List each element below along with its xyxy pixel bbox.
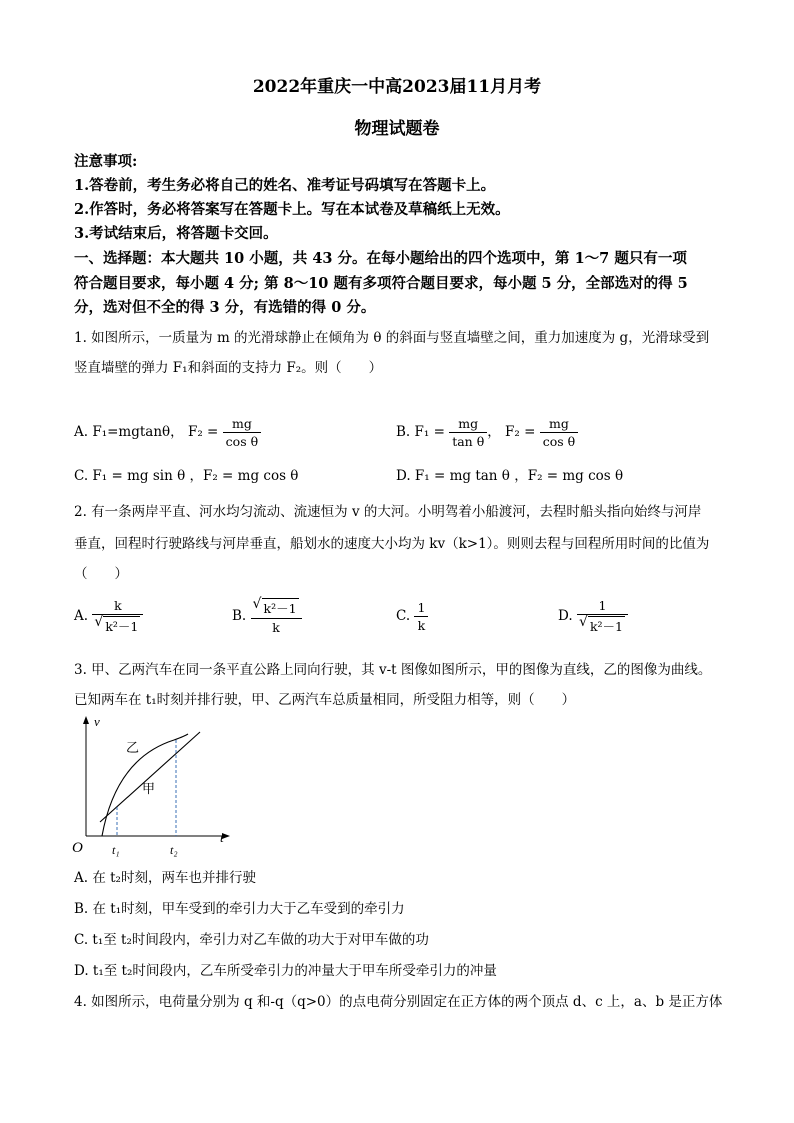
sqrt: √ k²－1: [262, 598, 299, 617]
option-label: B.: [396, 424, 411, 440]
numerator: 1: [577, 598, 628, 615]
question-2-stem: （ ）: [74, 566, 128, 582]
t2-label: t₂: [170, 843, 178, 857]
denominator: cos θ: [542, 434, 576, 449]
question-2-option-b: [232, 598, 302, 635]
jia-label: 甲: [142, 782, 156, 797]
question-3-option-c: C. t₁至 t₂时间段内，牵引力对乙车做的功大于对甲车做的功: [74, 932, 429, 948]
v-axis-arrow: [83, 716, 89, 724]
question-3-option-b: B. 在 t₁时刻，甲车受到的牵引力大于乙车受到的牵引力: [74, 901, 405, 917]
formula-text: F₁ =: [414, 424, 445, 440]
separator: ，: [487, 424, 501, 440]
formula-text: F₁=mgtanθ，: [92, 424, 184, 440]
denominator: tan θ: [452, 434, 485, 449]
numerator: mg: [540, 416, 578, 433]
formula-text: F₂ =: [187, 424, 219, 440]
fraction: [577, 598, 628, 635]
numerator: mg: [449, 416, 487, 433]
fraction: [414, 600, 428, 633]
question-3-option-a: A. 在 t₂时刻，两车也并排行驶: [74, 870, 256, 886]
section-instruction: 符合题目要求，每小题 4 分; 第 8～10 题有多项符合题目要求，每小题 5 分，全部选对的得 5: [74, 275, 688, 292]
question-4-stem: 4. 如图所示，电荷量分别为 q 和-q（q>0）的点电荷分别固定在正方体的两个顶点 d、c 上，a、b 是正方体: [74, 994, 723, 1010]
v-label: v: [94, 714, 100, 729]
question-2-stem: 垂直，回程时行驶路线与河岸垂直，船划水的速度大小均为 kv（k>1）。则则去程与回程所用时间的比值为: [74, 536, 710, 552]
notice-heading: 注意事项:: [74, 153, 138, 170]
denominator: k: [417, 618, 426, 633]
numerator: [251, 598, 302, 619]
question-1-stem: 1. 如图所示，一质量为 m 的光滑球静止在倾角为 θ 的斜面与竖直墙壁之间，重力加速度为 g，光滑球受到: [74, 330, 710, 346]
t1-label: t₁: [112, 843, 120, 857]
question-3-stem: 3. 甲、乙两汽车在同一条平直公路上同向行驶，其 v-t 图像如图所示，甲的图像为直线，乙的图像为曲线。: [74, 662, 712, 678]
notice-item: 3.考试结束后，将答题卡交回。: [74, 225, 278, 242]
denominator: k: [272, 620, 280, 635]
option-label: D.: [558, 608, 573, 624]
question-1-stem: 竖直墙壁的弹力 F₁和斜面的支持力 F₂。则（ ）: [74, 360, 383, 376]
yi-label: 乙: [126, 741, 140, 756]
numerator: mg: [223, 416, 261, 433]
fraction: [251, 598, 302, 635]
numerator: 1: [414, 600, 428, 617]
t-label: t: [220, 830, 224, 845]
formula-text: F₂ =: [505, 424, 536, 440]
question-2-option-d: [558, 598, 628, 635]
question-1-option-b: [396, 416, 578, 449]
option-label: B.: [232, 608, 247, 624]
fraction: [92, 598, 143, 635]
section-instruction: 一、选择题：本大题共 10 小题，共 43 分。在每小题给出的四个选项中，第 1～7 题只有一项: [74, 250, 687, 267]
option-label: A.: [74, 424, 93, 440]
origin-label: O: [72, 840, 83, 856]
question-3-stem: 已知两车在 t₁时刻并排行驶，甲、乙两汽车总质量相同，所受阻力相等，则（ ）: [74, 692, 576, 708]
question-3-option-d: D. t₁至 t₂时间段内，乙车所受牵引力的冲量大于甲车所受牵引力的冲量: [74, 963, 497, 979]
option-label: C.: [396, 608, 411, 624]
option-label: A.: [74, 608, 89, 624]
denominator: [92, 615, 143, 635]
denominator: [577, 615, 628, 635]
page-title: 2022年重庆一中高2023届11月月考: [252, 77, 542, 97]
question-1-option-c: C. F₁ = mg sin θ ，F₂ = mg cos θ: [74, 468, 299, 484]
line-jia: [100, 732, 200, 822]
fraction: [540, 416, 578, 449]
vt-graph: [70, 712, 240, 860]
question-1-option-d: D. F₁ = mg tan θ ，F₂ = mg cos θ: [396, 468, 624, 484]
question-2-option-a: [74, 598, 143, 635]
page-subtitle: 物理试题卷: [354, 119, 440, 139]
sqrt: √ k²－1: [103, 616, 140, 635]
denominator: cos θ: [225, 434, 259, 449]
notice-item: 1.答卷前，考生务必将自己的姓名、准考证号码填写在答题卡上。: [74, 177, 496, 194]
fraction: [223, 416, 261, 449]
sqrt: √ k²－1: [588, 616, 625, 635]
question-2-stem: 2. 有一条两岸平直、河水均匀流动、流速恒为 v 的大河。小明驾着小船渡河，去程时船头指向始终与河岸: [74, 504, 702, 520]
notice-item: 2.作答时，务必将答案写在答题卡上。写在本试卷及草稿纸上无效。: [74, 201, 510, 218]
question-2-option-c: [396, 600, 428, 633]
section-instruction: 分，选对但不全的得 3 分，有选错的得 0 分。: [74, 299, 376, 316]
question-1-option-a: [74, 416, 261, 449]
numerator: k: [92, 598, 143, 615]
fraction: [449, 416, 487, 449]
